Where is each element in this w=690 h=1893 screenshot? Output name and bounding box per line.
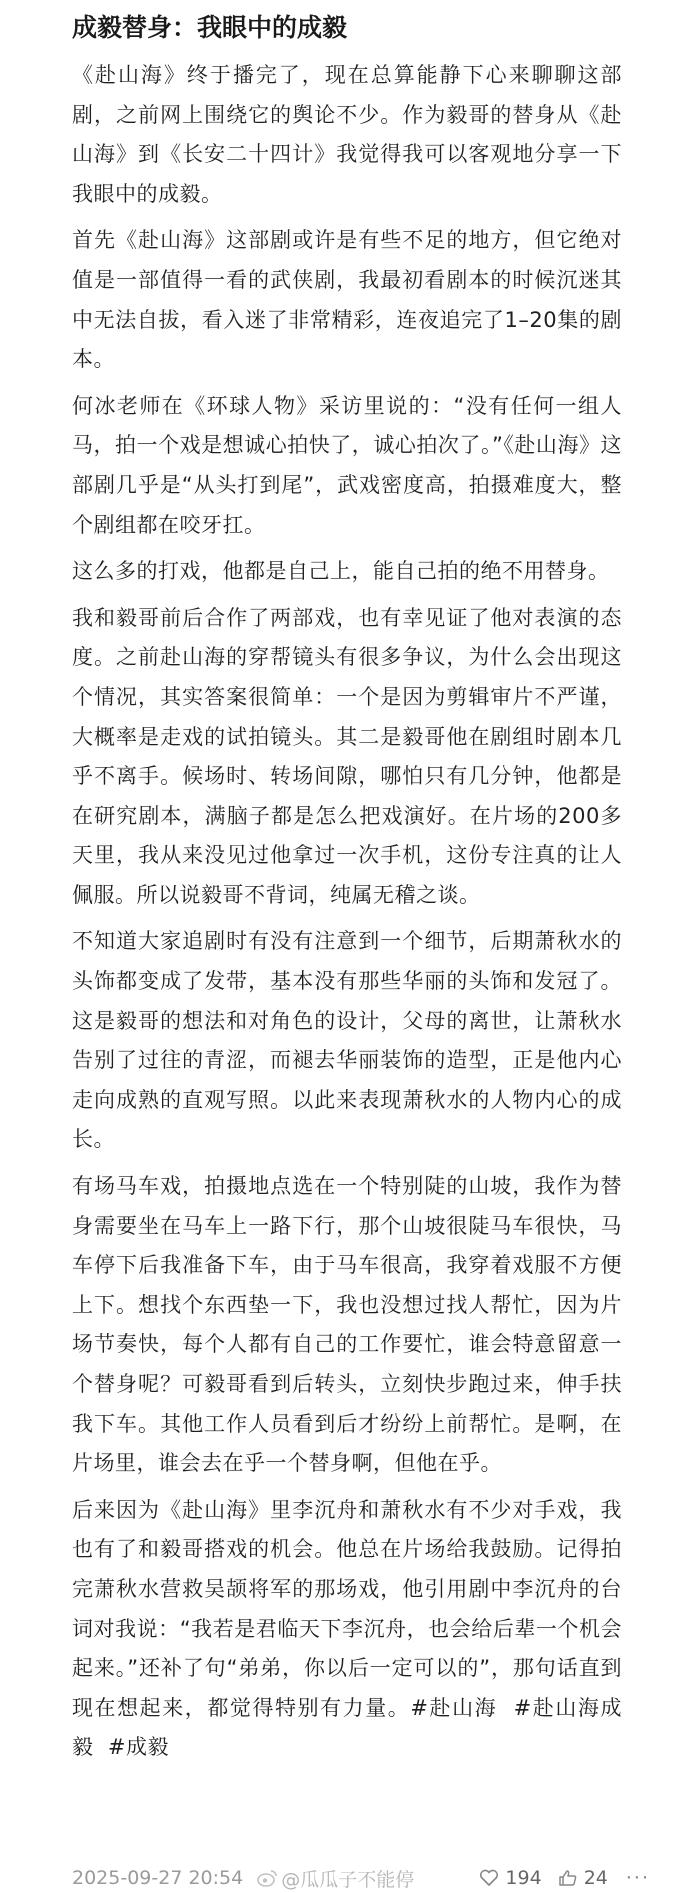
watermark-text: @瓜瓜子不能停 [281, 1868, 415, 1891]
hashtag-link[interactable]: #成毅 [107, 1735, 169, 1760]
hashtag-link[interactable]: #赴山海 [410, 1695, 498, 1720]
post-paragraph-4: 这么多的打戏，他都是自己上，能自己拍的绝不用替身。 [72, 559, 610, 584]
thumbs-up-icon [558, 1869, 578, 1887]
post-paragraph-1: 《赴山海》终于播完了，现在总算能静下心来聊聊这部剧，之前网上围绕它的舆论不少。作为毅哥的替身从《赴山海》到《长安二十四计》我觉得我可以客观地分享一下我眼中的成毅。 [72, 63, 622, 206]
heart-icon [479, 1869, 499, 1887]
post-paragraph-3: 何冰老师在《环球人物》采访里说的：“没有任何一组人马，拍一个戏是想诚心拍快了，诚心拍次了。”《赴山海》这部剧几乎是“从头打到尾”，武戏密度高，拍摄难度大，整个剧组都在咬牙扛。 [72, 393, 622, 537]
like-count: 194 [505, 1867, 542, 1889]
post-title: 成毅替身：我眼中的成毅 [72, 13, 348, 42]
comment-count: 24 [583, 1867, 608, 1889]
watermark [257, 1865, 414, 1892]
post-paragraph-7: 有场马车戏，拍摄地点选在一个特别陡的山坡，我作为替身需要坐在马车上一路下行，那个山坡很陡马车很快，马车停下后我准备下车，由于马车很高，我穿着戏服不方便上下。想找个东西垫一下，我也没想过找人帮忙，因为片场节奏快，每个人都有自己的工作要忙，谁会特意留意一个替身呢？可毅哥看到后转头，立刻快步跑过来，伸手扶我下车。其他工作人员看到后才纷纷上前帮忙。是啊，在片场里，谁会去在乎一个替身啊，但他在乎。 [72, 1174, 622, 1476]
post-footer [72, 1863, 650, 1893]
post-paragraph-6: 不知道大家追剧时有没有注意到一个细节，后期萧秋水的头饰都变成了发带，基本没有那些华丽的头饰和发冠了。这是毅哥的想法和对角色的设计，父母的离世，让萧秋水告别了过往的青涩，而褪去华丽装饰的造型，正是他内心走向成熟的直观写照。以此来表现萧秋水的人物内心的成长。 [72, 929, 622, 1152]
post-paragraph-5: 我和毅哥前后合作了两部戏，也有幸见证了他对表演的态度。之前赴山海的穿帮镜头有很多争议，为什么会出现这个情况，其实答案很简单：一个是因为剪辑审片不严谨，大概率是走戏的试拍镜头。其二是毅哥他在剧组时剧本几乎不离手。候场时、转场间隙，哪怕只有几分钟，他都是在研究剧本，满脑子都是怎么把戏演好。在片场的200多天里，我从来没见过他拿过一次手机，这份专注真的让人佩服。所以说毅哥不背词，纯属无稽之谈。 [72, 605, 622, 907]
post-paragraph-2: 首先《赴山海》这部剧或许是有些不足的地方，但它绝对值是一部值得一看的武侠剧，我最初看剧本的时候沉迷其中无法自拔，看入迷了非常精彩，连夜追完了1–20集的剧本。 [72, 228, 622, 372]
weibo-logo-icon [257, 1869, 277, 1887]
more-options-button[interactable]: ··· [625, 1867, 650, 1889]
comment-button[interactable] [558, 1867, 608, 1889]
post-paragraph-8-text: 后来因为《赴山海》里李沉舟和萧秋水有不少对手戏，我也有了和毅哥搭戏的机会。他总在片场给我鼓励。记得拍完萧秋水营救吴颉将军的那场戏，他引用剧中李沉舟的台词对我说：“我若是君临天下李沉舟，也会给后辈一个机会起来。”还补了句“弟弟，你以后一定可以的”，那句话直到现在想起来，都觉得特别有力量。 [72, 1497, 622, 1720]
like-button[interactable] [479, 1867, 541, 1889]
hashtag-link[interactable]: #赴山海成毅 [72, 1695, 622, 1760]
post-paragraph-8 [72, 1491, 622, 1768]
post-timestamp: 2025-09-27 20:54 [72, 1867, 244, 1889]
